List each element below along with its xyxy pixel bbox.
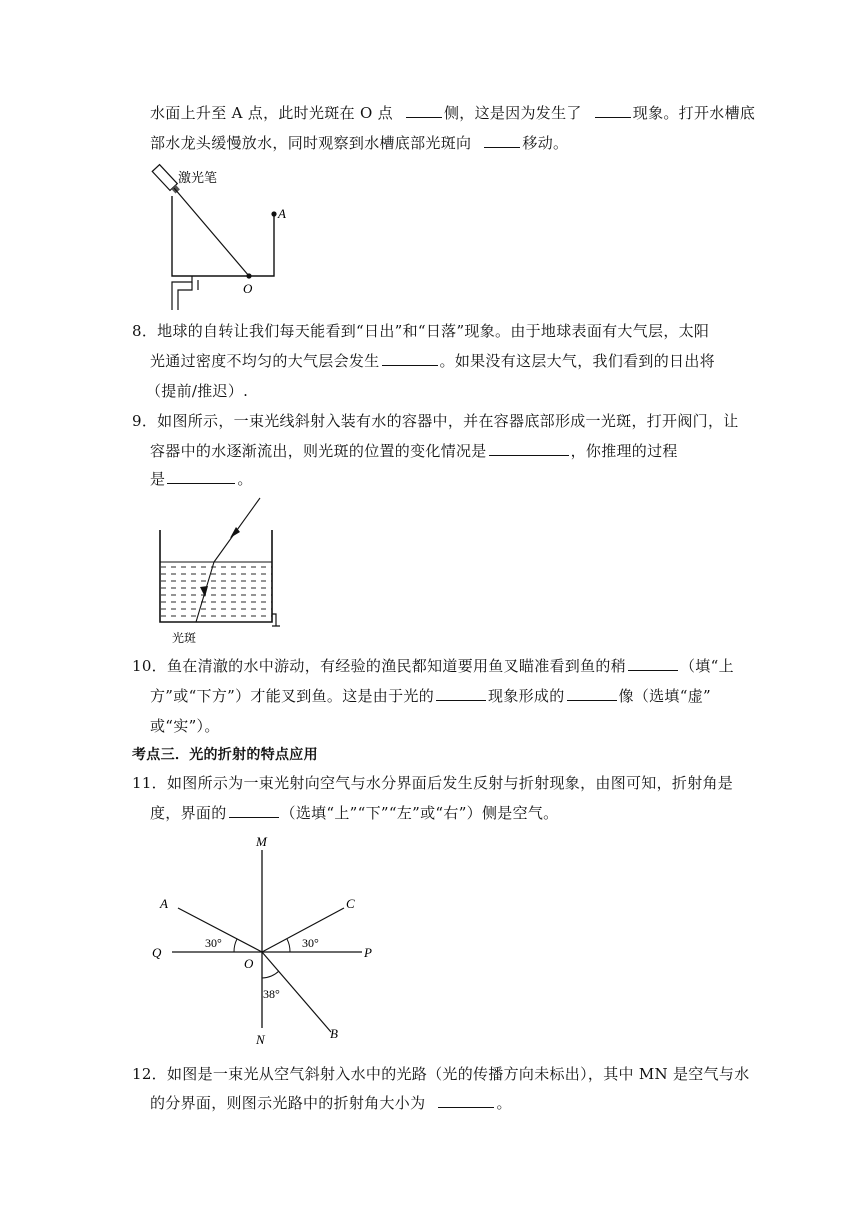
q9-text: 。 [237, 470, 253, 488]
q9-text: ，你推理的过程 [570, 442, 678, 460]
q9-blank-2[interactable] [167, 469, 235, 484]
label-n: N [256, 1032, 265, 1046]
q7-line-2 [150, 133, 568, 153]
point-o-label: O [243, 281, 253, 296]
q11-line-1: 11．如图所示为一束光射向空气与水分界面后发生反射与折射现象，由图可知，折射角是 [132, 774, 734, 792]
q10-blank-1[interactable] [628, 656, 678, 671]
section-title: 考点三．光的折射的特点应用 [132, 747, 318, 763]
q7-text: 现象。打开水槽底 [632, 104, 756, 122]
q12-line-2 [150, 1093, 512, 1113]
q10-text: （填“上 [680, 657, 734, 675]
q12-line-1: 12．如图是一束光从空气斜射入水中的光路（光的传播方向未标出），其中 MN 是空气与水 [132, 1065, 750, 1083]
q11-text: （选填“上”“下”“左”或“右”）侧是空气。 [280, 804, 559, 822]
label-b: B [330, 1026, 338, 1041]
q10-blank-2[interactable] [436, 686, 486, 701]
laser-tank-figure [148, 158, 298, 310]
light-spot-label: 光斑 [172, 631, 197, 645]
q7-text: 水面上升至 A 点，此时光斑在 O 点 [150, 104, 393, 122]
label-a: A [160, 896, 168, 911]
q9-line-3 [150, 469, 253, 489]
q12-text: 。 [496, 1094, 512, 1112]
q9-text: 是 [150, 470, 166, 488]
point-a-label: A [278, 206, 286, 221]
q10-text: 10．鱼在清澈的水中游动，有经验的渔民都知道要用鱼叉瞄准看到鱼的稍 [132, 657, 626, 675]
q10-line-2 [150, 686, 711, 706]
q8-line-2 [150, 351, 715, 371]
q7-text: 移动。 [522, 134, 569, 152]
q10-line-1 [132, 656, 734, 676]
q12-text: 的分界面，则图示光路中的折射角大小为 [150, 1094, 426, 1112]
q8-text: 光通过密度不均匀的大气层会发生 [150, 352, 380, 370]
q10-blank-3[interactable] [567, 686, 617, 701]
q10-text: 像（选填“虚” [618, 687, 711, 705]
q11-line-2 [150, 803, 558, 823]
laser-pen-label: 激光笔 [178, 170, 218, 185]
q10-line-3: 或“实”）。 [150, 717, 220, 735]
angle-label-left: 30° [205, 936, 222, 950]
q11-blank-1[interactable] [229, 803, 279, 818]
laser-pen-icon [152, 165, 177, 191]
q9-blank-1[interactable] [489, 441, 569, 456]
label-o: O [244, 956, 254, 971]
q11-text: 度，界面的 [150, 804, 227, 822]
q8-blank-1[interactable] [382, 351, 438, 366]
q9-line-2 [150, 441, 678, 461]
q9-line-1: 9．如图所示，一束光线斜射入装有水的容器中，并在容器底部形成一光斑，打开阀门，让 [132, 412, 739, 430]
angle-label-bottom: 38° [263, 987, 280, 1001]
q7-text: 侧，这是因为发生了 [443, 104, 582, 122]
label-q: Q [152, 945, 162, 960]
q8-line-1: 8．地球的自转让我们每天能看到“日出”和“日落”现象。由于地球表面有大气层，太阳 [132, 322, 710, 340]
angle-label-right: 30° [302, 936, 319, 950]
label-c: C [346, 896, 355, 911]
q7-text: 部水龙头缓慢放水，同时观察到水槽底部光斑向 [150, 134, 472, 152]
q12-blank-1[interactable] [438, 1093, 494, 1108]
q7-line-1 [150, 103, 755, 123]
q7-blank-1[interactable] [406, 103, 442, 118]
q10-text: 方”或“下方”）才能叉到鱼。这是由于光的 [150, 687, 435, 705]
water-container-figure [150, 494, 290, 646]
q7-blank-3[interactable] [484, 133, 520, 148]
q8-line-3: （提前/推迟）. [146, 382, 249, 400]
q10-text: 现象形成的 [488, 687, 565, 705]
refraction-diagram [148, 832, 384, 1046]
label-m: M [256, 834, 267, 849]
q9-text: 容器中的水逐渐流出，则光斑的位置的变化情况是 [150, 442, 487, 460]
q8-text: 。如果没有这层大气，我们看到的日出将 [439, 352, 715, 370]
q7-blank-2[interactable] [595, 103, 631, 118]
label-p: P [364, 945, 372, 960]
